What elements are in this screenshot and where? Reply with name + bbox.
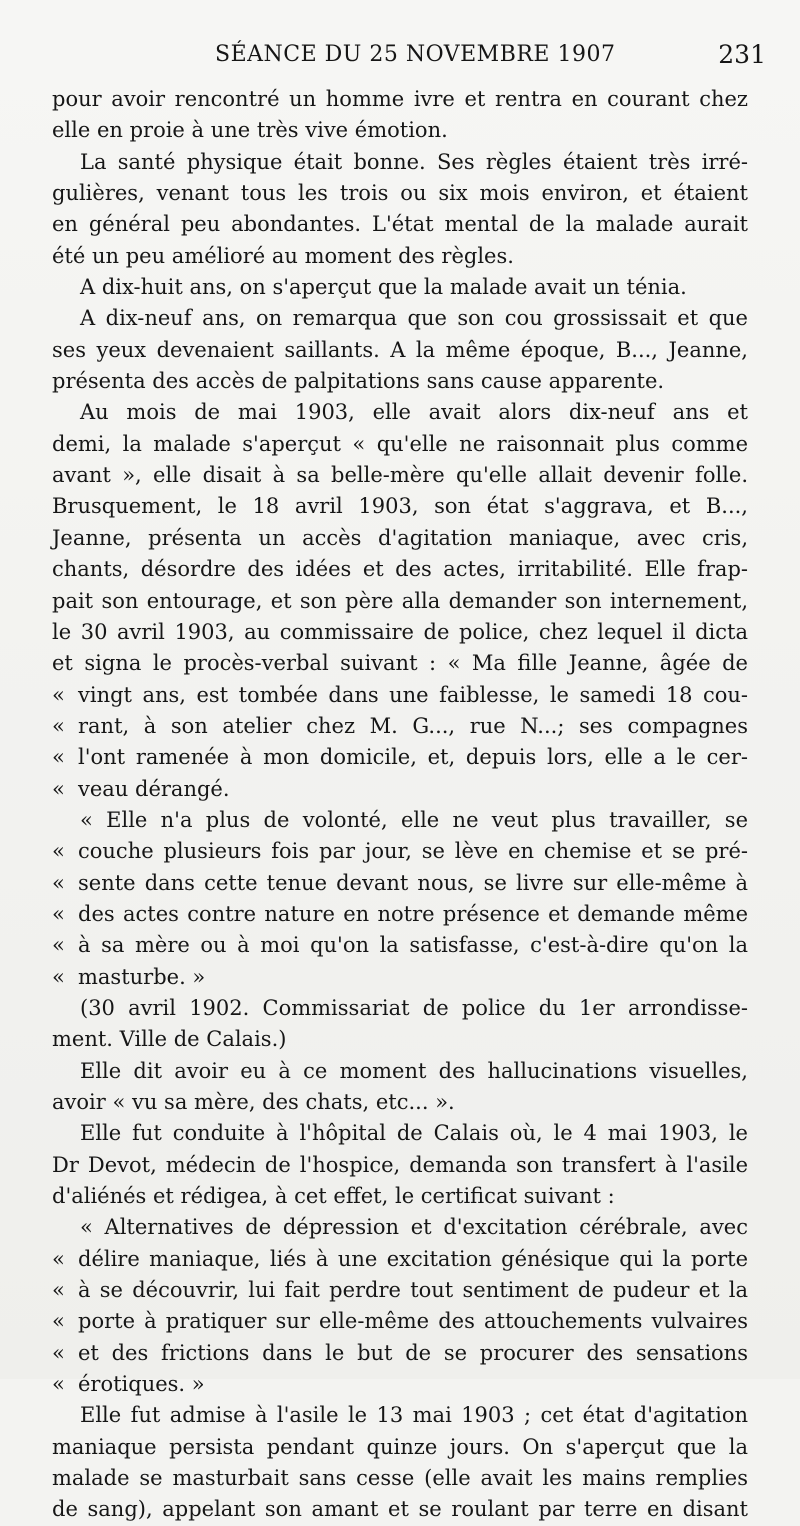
text-segment: des actes contre nature en notre présence et demande même — [78, 901, 748, 926]
quoted-line — [52, 930, 748, 961]
text-line: pait son entourage, et son père alla demander son internement, — [52, 588, 748, 613]
text-line: demi, la malade s'aperçut « qu'elle ne raisonnait plus comme — [52, 431, 748, 456]
text-line: Brusquement, le 18 avril 1903, son état s'aggrava, et B..., — [52, 494, 748, 519]
text-line: et signa le procès-verbal suivant : « Ma fille Jeanne, âgée de — [52, 651, 748, 676]
text-segment: érotiques. » — [78, 1372, 205, 1397]
text-segment: à sa mère ou à moi qu'on la satisfasse, c'est-à-dire qu'on la — [78, 933, 748, 958]
text-line: le 30 avril 1903, au commissaire de police, chez lequel il dicta — [52, 619, 748, 644]
text-line: « Elle n'a plus de volonté, elle ne veut plus travailler, se — [80, 807, 748, 832]
quote-mark: « — [52, 713, 65, 738]
page-number: 231 — [718, 40, 766, 69]
text-line: A dix-huit ans, on s'aperçut que la malade avait un ténia. — [80, 275, 687, 300]
text-line: (30 avril 1902. Commissariat de police du 1er arrondisse- — [80, 995, 748, 1020]
quote-mark: « — [52, 964, 65, 989]
page-header — [0, 40, 800, 74]
text-line: maniaque persista pendant quinze jours. On s'aperçut que la — [52, 1434, 748, 1459]
text-segment: rant, à son atelier chez M. G..., rue N...; ses compagnes — [78, 713, 748, 738]
text-line: Elle dit avoir eu à ce moment des hallucinations visuelles, — [80, 1058, 748, 1083]
text-segment: délire maniaque, liés à une excitation génésique qui la porte — [78, 1246, 748, 1271]
quoted-line — [52, 1338, 748, 1369]
text-segment: masturbe. » — [78, 964, 206, 989]
quoted-line — [52, 1369, 748, 1400]
quote-mark: « — [52, 839, 65, 864]
text-segment: couche plusieurs fois par jour, se lève en chemise et se pré- — [78, 839, 748, 864]
text-line: ses yeux devenaient saillants. A la même époque, B..., Jeanne, — [52, 337, 748, 362]
quote-mark: « — [52, 776, 65, 801]
quoted-line — [52, 711, 748, 742]
text-line: « Alternatives de dépression et d'excitation cérébrale, avec — [80, 1215, 748, 1240]
quote-mark: « — [52, 682, 65, 707]
quoted-line — [52, 680, 748, 711]
text-segment: porte à pratiquer sur elle-même des attouchements vulvaires — [78, 1309, 748, 1334]
quoted-line — [52, 774, 748, 805]
quote-mark: « — [52, 1309, 65, 1334]
quote-mark: « — [52, 1340, 65, 1365]
text-line: de sang), appelant son amant et se roulant par terre en disant — [52, 1497, 748, 1522]
text-line: en général peu abondantes. L'état mental de la malade aurait — [52, 212, 748, 237]
text-line: présenta des accès de palpitations sans cause apparente. — [52, 369, 665, 394]
quoted-line — [52, 1244, 748, 1275]
quoted-line — [52, 1306, 748, 1337]
text-segment: et des frictions dans le but de se procurer des sensations — [78, 1340, 748, 1365]
quote-mark: « — [52, 1246, 65, 1271]
text-line: Au mois de mai 1903, elle avait alors dix-neuf ans et — [80, 400, 748, 425]
text-line: ment. Ville de Calais.) — [52, 1027, 287, 1052]
text-line: Elle fut admise à l'asile le 13 mai 1903 ; cet état d'agitation — [80, 1403, 748, 1428]
text-line: malade se masturbait sans cesse (elle avait les mains remplies — [52, 1466, 748, 1491]
running-title: SÉANCE DU 25 NOVEMBRE 1907 — [215, 42, 616, 67]
quoted-line — [52, 962, 748, 993]
quote-mark: « — [52, 901, 65, 926]
text-line: été un peu amélioré au moment des règles. — [52, 243, 514, 268]
text-line: avoir « vu sa mère, des chats, etc... ». — [52, 1090, 455, 1114]
quoted-line — [52, 742, 748, 773]
quoted-line — [52, 868, 748, 899]
text-line: La santé physique était bonne. Ses règles étaient très irré- — [80, 149, 748, 174]
body-text — [52, 84, 748, 1526]
quoted-line — [52, 899, 748, 930]
text-line: chants, désordre des idées et des actes, irritabilité. Elle frap- — [52, 557, 748, 582]
text-segment: l'ont ramenée à mon domicile, et, depuis lors, elle a le cer- — [78, 745, 748, 770]
quote-mark: « — [52, 1372, 65, 1397]
text-line: gulières, venant tous les trois ou six mois environ, et étaient — [52, 181, 748, 206]
text-line: avant », elle disait à sa belle-mère qu'elle allait devenir folle. — [52, 463, 748, 488]
text-line: elle en proie à une très vive émotion. — [52, 118, 448, 143]
quote-mark: « — [52, 1278, 65, 1303]
quoted-line — [52, 836, 748, 867]
text-line: Elle fut conduite à l'hôpital de Calais où, le 4 mai 1903, le — [80, 1121, 748, 1146]
text-segment: sente dans cette tenue devant nous, se livre sur elle-même à — [78, 870, 748, 895]
quote-mark: « — [52, 933, 65, 958]
quote-mark: « — [52, 870, 65, 895]
text-line: Jeanne, présenta un accès d'agitation maniaque, avec cris, — [52, 525, 748, 550]
text-line: Dr Devot, médecin de l'hospice, demanda son transfert à l'asile — [52, 1152, 748, 1177]
text-segment: veau dérangé. — [78, 776, 230, 801]
text-line: A dix-neuf ans, on remarqua que son cou grossissait et que — [80, 306, 748, 331]
text-segment: à se découvrir, lui fait perdre tout sentiment de pudeur et la — [78, 1278, 748, 1303]
text-line: d'aliénés et rédigea, à cet effet, le certificat suivant : — [52, 1184, 615, 1209]
quote-mark: « — [52, 745, 65, 770]
text-line: pour avoir rencontré un homme ivre et rentra en courant chez — [52, 87, 748, 111]
quoted-line — [52, 1275, 748, 1306]
text-segment: vingt ans, est tombée dans une faiblesse, le samedi 18 cou- — [78, 682, 748, 707]
